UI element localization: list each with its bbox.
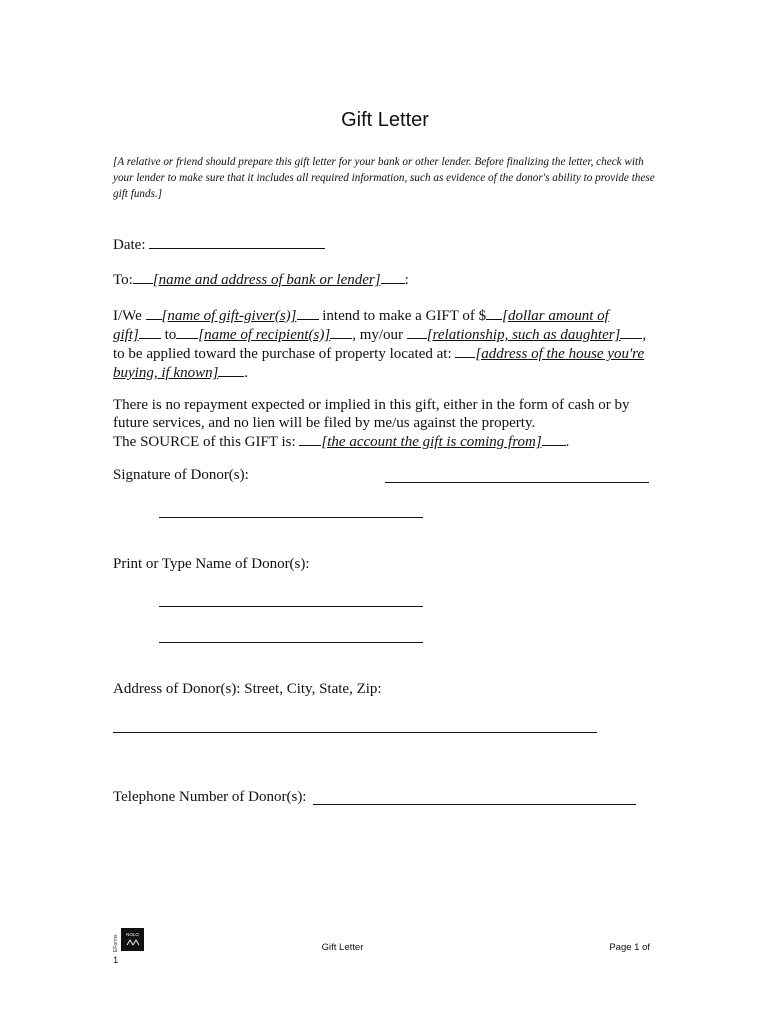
repayment-paragraph [113, 396, 673, 451]
document-title: Gift Letter [341, 109, 429, 131]
to-blank-post [381, 270, 405, 284]
relationship-comma: , [642, 327, 647, 343]
amount-blank-post [139, 325, 161, 339]
amount-blank [486, 306, 502, 320]
recipient-blank [176, 325, 198, 339]
signature-label: Signature of Donor(s): [113, 467, 249, 483]
address-blank [455, 344, 475, 358]
applied-text: to be applied toward the purchase of property located at: [113, 346, 452, 362]
amount-placeholder-cont[interactable]: gift] [113, 327, 139, 343]
footer-page: Page 1 of [609, 942, 650, 953]
giver-blank [146, 306, 162, 320]
address-blank-post [218, 363, 244, 377]
telephone-blank[interactable] [313, 804, 636, 805]
signature-line-1[interactable] [385, 482, 649, 483]
source-line [113, 432, 673, 451]
date-label: Date: [113, 237, 150, 253]
lender-placeholder[interactable]: [name and address of bank or lender] [152, 272, 381, 288]
telephone-label: Telephone Number of Donor(s): [113, 789, 307, 805]
source-placeholder[interactable]: [the account the gift is coming from] [321, 434, 542, 450]
source-blank [299, 432, 321, 446]
address-line[interactable] [113, 732, 597, 733]
gift-paragraph-line-1 [113, 306, 673, 325]
giver-blank-post [297, 306, 319, 320]
to-blank-pre [133, 270, 153, 284]
source-label: The SOURCE of this GIFT is: [113, 434, 296, 450]
footer-page-total: 1 [113, 955, 119, 966]
print-name-line-2[interactable] [159, 642, 423, 643]
recipient-blank-post [330, 325, 352, 339]
telephone-line [113, 789, 306, 806]
iwe-label: I/We [113, 308, 142, 324]
relationship-placeholder[interactable]: [relationship, such as daughter] [426, 327, 621, 343]
address-placeholder[interactable]: [address of the house you're [475, 346, 645, 362]
eforms-logo-text: EForms [113, 934, 119, 952]
recipient-placeholder[interactable]: [name of recipient(s)] [198, 327, 331, 343]
instructions-note: [A relative or friend should prepare this gift letter for your bank or other lender. Before finalizing the letter, check with your lender to make sure that it includes all required information, such as evidence of the donor's ability to provide these gift funds.] [113, 156, 655, 200]
myour-text: , my/our [352, 327, 404, 343]
amount-placeholder[interactable]: [dollar amount of [502, 308, 609, 324]
repayment-line-2: future services, and no lien will be filed by me/us against the property. [113, 415, 536, 431]
date-line [113, 235, 325, 254]
footer-title: Gift Letter [321, 942, 364, 953]
source-blank-post [542, 432, 566, 446]
date-blank[interactable] [149, 235, 325, 249]
source-period: . [565, 434, 570, 450]
repayment-line-1: There is no repayment expected or implied in this gift, either in the form of cash or by [113, 397, 630, 413]
address-placeholder-cont[interactable]: buying, if known] [113, 365, 219, 381]
intend-text: intend to make a GIFT of $ [322, 308, 487, 324]
gift-paragraph [113, 306, 673, 382]
gift-paragraph-line-4 [113, 363, 673, 382]
to-word: to [164, 327, 177, 343]
print-name-label: Print or Type Name of Donor(s): [113, 556, 310, 572]
logo-badge-text: NOLO [126, 932, 139, 937]
to-line [113, 270, 409, 289]
signature-line-2[interactable] [159, 517, 423, 518]
relationship-blank-post [620, 325, 642, 339]
gift-paragraph-line-2 [113, 325, 673, 344]
to-suffix: : [404, 272, 409, 288]
to-label: To: [113, 272, 133, 288]
gift-paragraph-line-3 [113, 344, 673, 363]
print-name-line-1[interactable] [159, 606, 423, 607]
gift-period: . [244, 365, 249, 381]
relationship-blank [407, 325, 427, 339]
giver-placeholder[interactable]: [name of gift-giver(s)] [161, 308, 297, 324]
address-label: Address of Donor(s): Street, City, State, Zip: [113, 681, 382, 697]
